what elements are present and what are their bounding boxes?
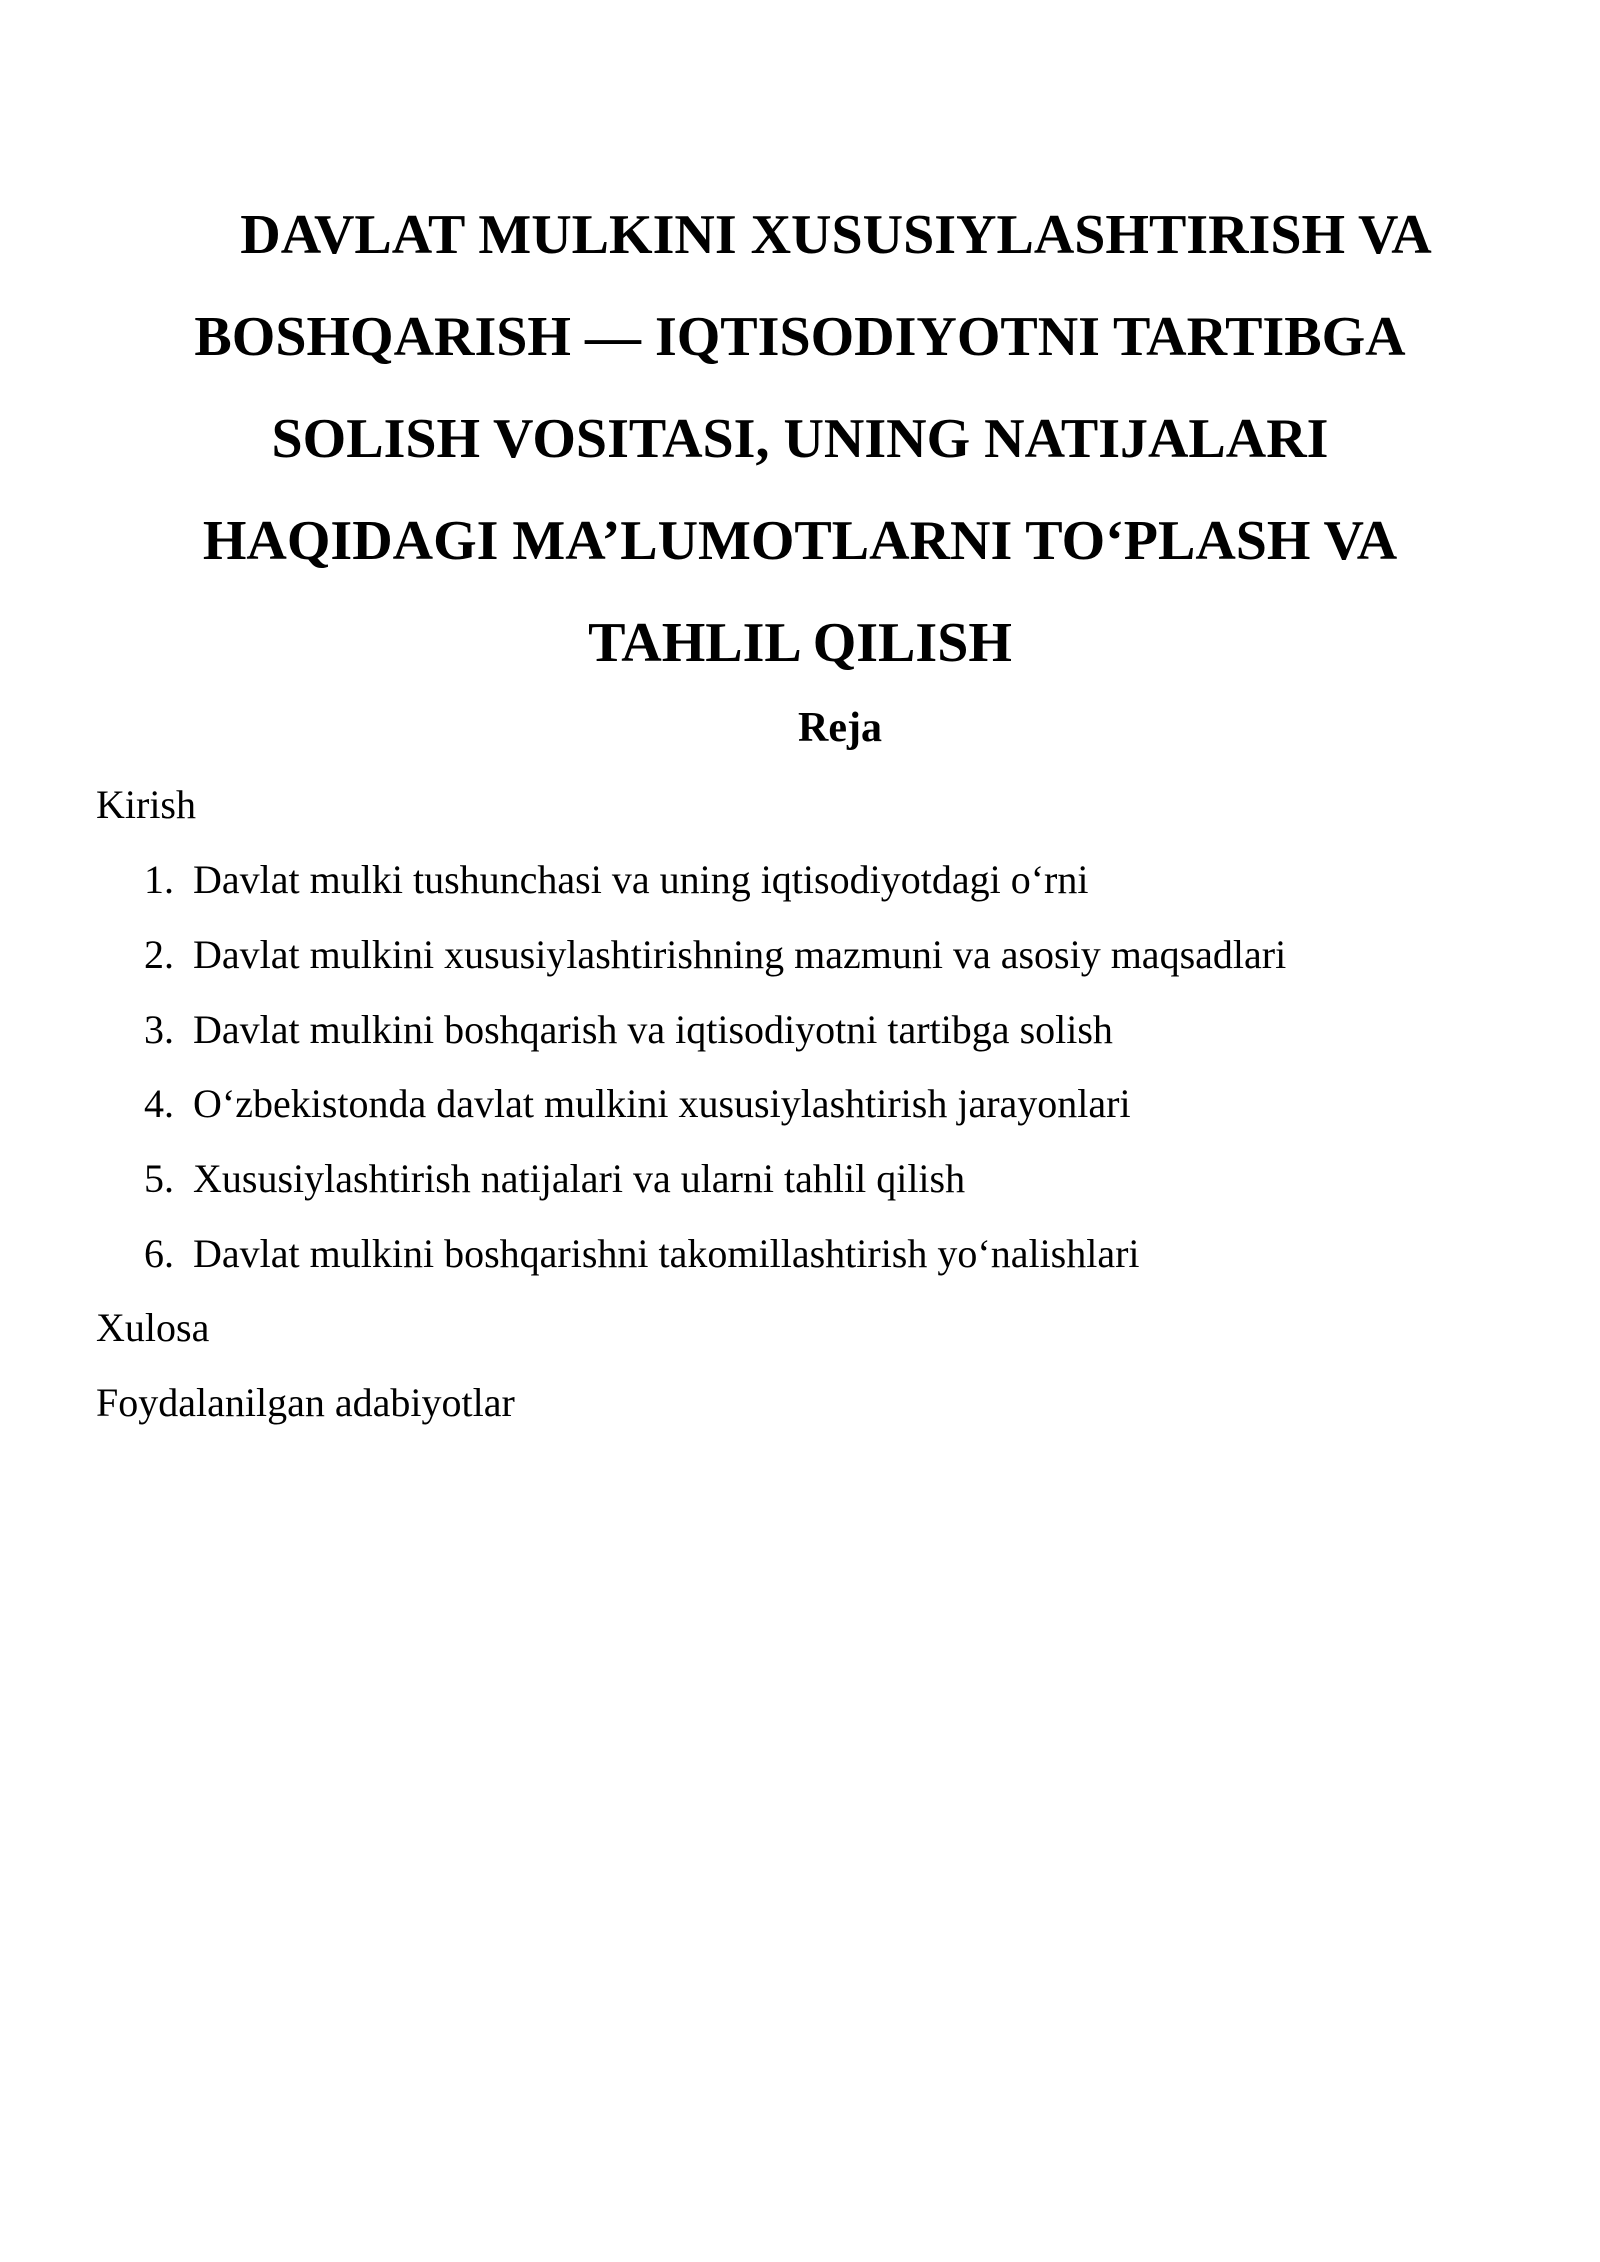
- plan-item: [0, 1002, 1600, 1077]
- plan-item-number: 4.: [144, 1081, 174, 1127]
- plan-item: [0, 852, 1600, 927]
- plan-item: [0, 927, 1600, 1002]
- plan-item: [0, 1226, 1600, 1301]
- plan-item-number: 5.: [144, 1156, 174, 1202]
- plan-item-text: Davlat mulkini boshqarishni takomillashtirish yo‘nalishlari: [193, 1230, 1140, 1276]
- plan-heading: [0, 700, 1600, 756]
- plan-heading-text: Reja: [798, 705, 882, 751]
- plan-item-text: Xususiylashtirish natijalari va ularni tahlil qilish: [193, 1156, 966, 1202]
- plan-item-text: Davlat mulkini xususiylashtirishning mazmuni va asosiy maqsadlari: [193, 931, 1287, 977]
- plan-list: [0, 852, 1600, 1301]
- plan-item-number: 3.: [144, 1006, 174, 1052]
- plan-item: [0, 1076, 1600, 1151]
- plan-item-number: 1.: [144, 857, 174, 902]
- references-line: Foydalanilgan adabiyotlar: [96, 1380, 515, 1425]
- document-title: DAVLAT MULKINI XUSUSIYLASHTIRISH VA BOSHQARISH — IQTISODIYOTNI TARTIBGA SOLISH VOSITASI, UNING NATIJALARI HAQIDAGI MA’LUMOTLARNI TO‘PLASH VA TAHLIL QILISH: [194, 204, 1432, 674]
- plan-item-number: 6.: [144, 1230, 174, 1276]
- intro-line: Kirish: [96, 782, 196, 827]
- plan-item-text: O‘zbekistonda davlat mulkini xususiylashtirish jarayonlari: [193, 1081, 1131, 1127]
- plan-item-number: 2.: [144, 931, 174, 977]
- plan-item: [0, 1151, 1600, 1226]
- plan-item-text: Davlat mulkini boshqarish va iqtisodiyotni tartibga solish: [193, 1006, 1113, 1052]
- conclusion-line: Xulosa: [96, 1305, 210, 1350]
- plan-item-text: Davlat mulki tushunchasi va uning iqtisodiyotdagi o‘rni: [193, 857, 1089, 902]
